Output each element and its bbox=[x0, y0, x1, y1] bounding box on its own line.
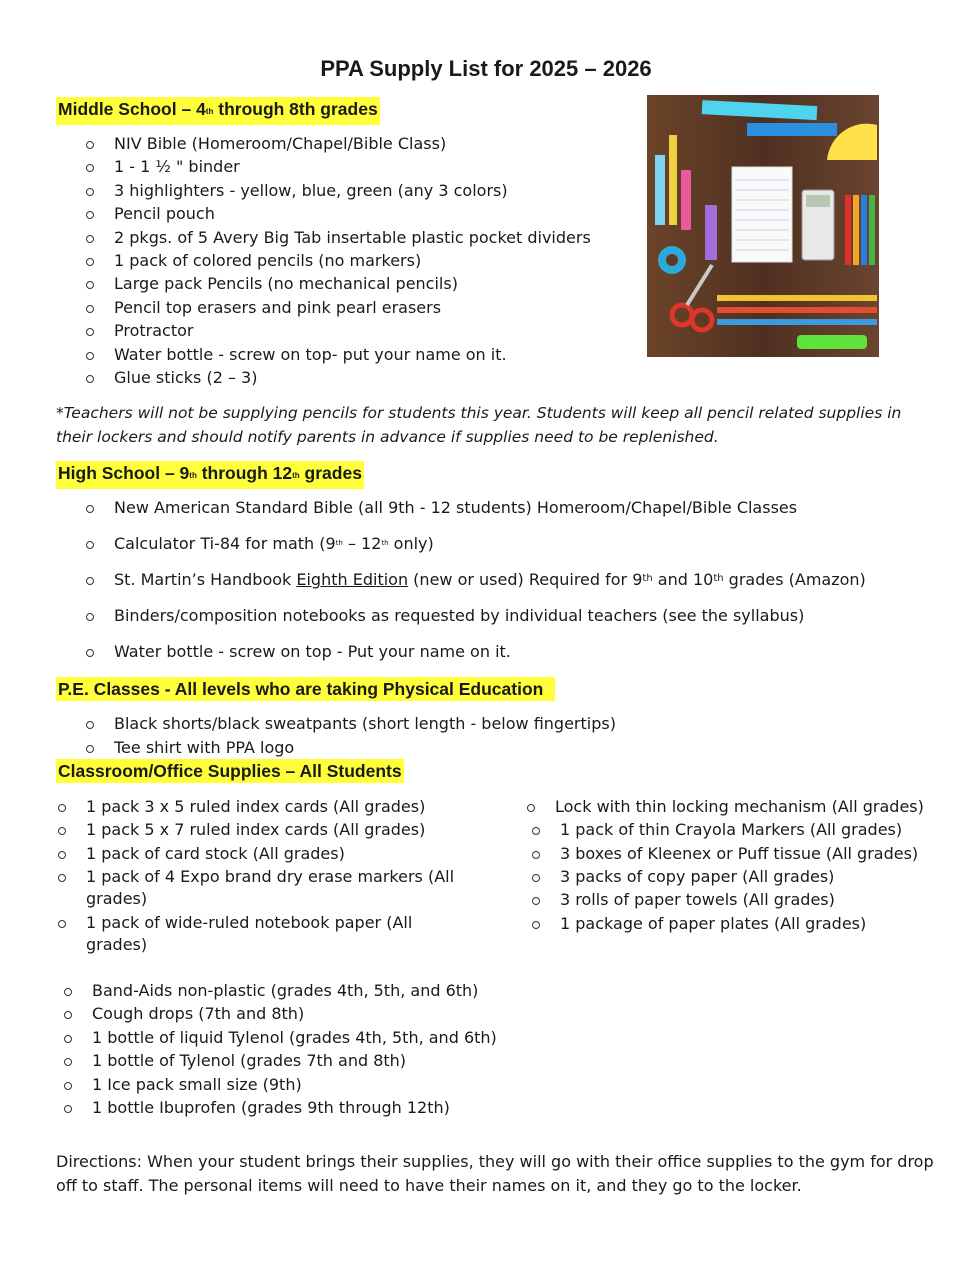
list-item: NIV Bible (Homeroom/Chapel/Bible Class) bbox=[114, 134, 447, 153]
list-item: 1 pack of thin Crayola Markers (All grades) bbox=[560, 820, 903, 840]
list-item: Calculator Ti-84 for math (9th – 12th only) bbox=[114, 534, 434, 553]
list-item: 3 packs of copy paper (All grades) bbox=[560, 866, 835, 886]
bullet-icon bbox=[86, 745, 94, 753]
bullet-icon bbox=[86, 164, 94, 172]
bullet-icon bbox=[86, 375, 94, 383]
high-school-heading: High School – 9th through 12th grades bbox=[56, 461, 364, 489]
list-item: Band-Aids non-plastic (grades 4th, 5th, and 6th) bbox=[92, 981, 479, 1000]
bullet-icon bbox=[58, 851, 66, 859]
list-item: 3 boxes of Kleenex or Puff tissue (All grades) bbox=[560, 843, 919, 863]
bullet-icon bbox=[532, 851, 540, 859]
bullet-icon bbox=[86, 328, 94, 336]
bullet-icon bbox=[86, 305, 94, 313]
list-item: Cough drops (7th and 8th) bbox=[92, 1004, 305, 1024]
list-item: 1 pack of 4 Expo brand dry erase markers (All grades) bbox=[86, 867, 455, 908]
bullet-icon bbox=[64, 1105, 72, 1113]
bullet-icon bbox=[86, 258, 94, 266]
list-item: Binders/composition notebooks as requested by individual teachers (see the syllabus) bbox=[114, 606, 805, 625]
list-item: 1 pack of wide-ruled notebook paper (All grades) bbox=[86, 913, 413, 954]
list-item: 2 pkgs. of 5 Avery Big Tab insertable plastic pocket dividers bbox=[114, 227, 591, 247]
bullet-icon bbox=[64, 988, 72, 996]
bullet-icon bbox=[64, 1058, 72, 1066]
bullet-icon bbox=[86, 235, 94, 243]
list-item: 1 bottle of Tylenol (grades 7th and 8th) bbox=[92, 1051, 407, 1071]
bullet-icon bbox=[86, 211, 94, 219]
list-item: New American Standard Bible (all 9th - 12 students) Homeroom/Chapel/Bible Classes bbox=[114, 498, 798, 517]
bullet-icon bbox=[58, 874, 66, 882]
bullet-icon bbox=[532, 874, 540, 882]
bullet-icon bbox=[532, 897, 540, 905]
list-item: 1 bottle Ibuprofen (grades 9th through 12th) bbox=[92, 1098, 450, 1117]
list-item: 1 pack 5 x 7 ruled index cards (All grades) bbox=[86, 820, 426, 839]
bullet-icon bbox=[86, 505, 94, 513]
list-item: Glue sticks (2 – 3) bbox=[114, 368, 258, 387]
list-item: 1 - 1 ½ " binder bbox=[114, 157, 240, 177]
bullet-icon bbox=[86, 281, 94, 289]
list-item: Black shorts/black sweatpants (short length - below fingertips) bbox=[114, 714, 616, 733]
bullet-icon bbox=[58, 920, 66, 928]
list-item: 1 package of paper plates (All grades) bbox=[560, 913, 867, 933]
pe-heading: P.E. Classes - All levels who are taking Physical Education bbox=[58, 679, 554, 699]
bullet-icon bbox=[86, 649, 94, 657]
bullet-icon bbox=[58, 804, 66, 812]
list-item: 3 rolls of paper towels (All grades) bbox=[560, 890, 835, 910]
bullet-icon bbox=[86, 721, 94, 729]
classroom-heading: Classroom/Office Supplies – All Students bbox=[58, 761, 402, 781]
list-item: Protractor bbox=[114, 321, 194, 341]
bullet-icon bbox=[86, 141, 94, 149]
bullet-icon bbox=[86, 188, 94, 196]
list-item: Water bottle - screw on top- put your name on it. bbox=[114, 344, 507, 364]
list-item: Lock with thin locking mechanism (All grades) bbox=[555, 797, 924, 816]
list-item: St. Martin’s Handbook Eighth Edition (new or used) Required for 9th and 10th grades (Amazon) bbox=[114, 570, 866, 589]
bullet-icon bbox=[86, 577, 94, 585]
list-item: 1 pack of card stock (All grades) bbox=[86, 844, 345, 863]
list-item: 1 Ice pack small size (9th) bbox=[92, 1074, 302, 1094]
bullet-icon bbox=[86, 613, 94, 621]
directions: Directions: When your student brings their supplies, they will go with their office supplies to the gym for drop off to staff. The personal items will need to have their names on it, and they go to the locker. bbox=[56, 1152, 934, 1195]
list-item: Pencil top erasers and pink pearl erasers bbox=[114, 297, 442, 317]
bullet-icon bbox=[527, 804, 535, 812]
list-item: 3 highlighters - yellow, blue, green (any 3 colors) bbox=[114, 180, 508, 200]
school-supplies-photo bbox=[647, 95, 879, 357]
bullet-icon bbox=[86, 352, 94, 360]
list-item: 1 pack of colored pencils (no markers) bbox=[114, 251, 422, 270]
bullet-icon bbox=[64, 1011, 72, 1019]
list-item: Pencil pouch bbox=[114, 204, 215, 224]
bullet-icon bbox=[64, 1035, 72, 1043]
bullet-icon bbox=[64, 1082, 72, 1090]
bullet-icon bbox=[532, 921, 540, 929]
bullet-icon bbox=[86, 541, 94, 549]
list-item: Tee shirt with PPA logo bbox=[114, 738, 295, 757]
middle-school-heading: Middle School – 4th through 8th grades bbox=[56, 97, 380, 125]
pencil-note: *Teachers will not be supplying pencils for students this year. Students will keep all pencil related supplies in their lockers and should notify parents in advance if supplies need to be replenished. bbox=[56, 404, 902, 446]
list-item: Water bottle - screw on top - Put your name on it. bbox=[114, 642, 511, 661]
list-item: 1 pack 3 x 5 ruled index cards (All grades) bbox=[86, 797, 426, 816]
bullet-icon bbox=[58, 827, 66, 835]
bullet-icon bbox=[532, 827, 540, 835]
list-item: Large pack Pencils (no mechanical pencils) bbox=[114, 274, 458, 294]
page-title: PPA Supply List for 2025 – 2026 bbox=[320, 56, 652, 81]
list-item: 1 bottle of liquid Tylenol (grades 4th, 5th, and 6th) bbox=[92, 1027, 497, 1047]
